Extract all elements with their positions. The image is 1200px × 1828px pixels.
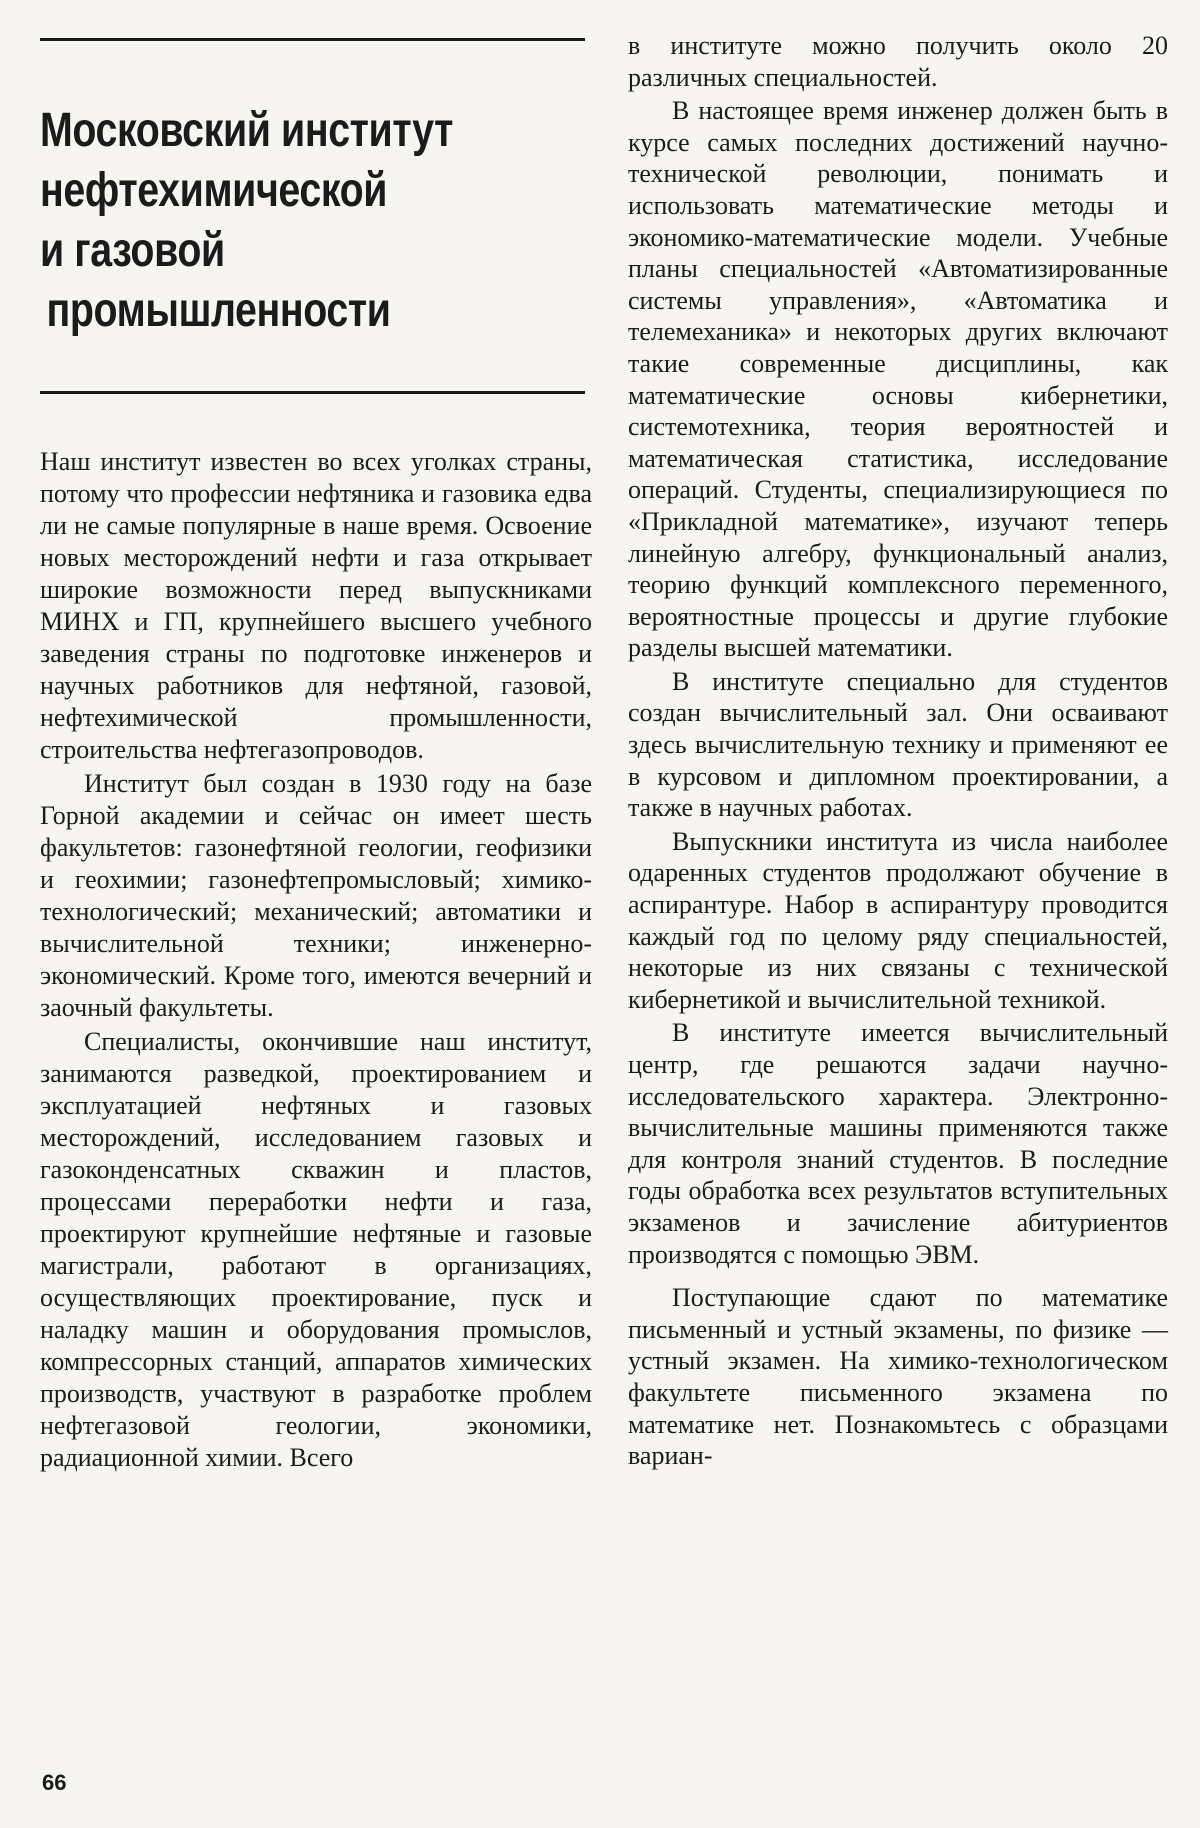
paragraph: в институте можно получить около 20 различных специальностей.: [628, 31, 1168, 92]
paragraph: Поступающие сдают по математике письменный и устный экзамены, по физике — устный экзамен. На химико-технологическом факультете письменного экзамена по математике нет. Познакомьтесь с образцами вариан-: [628, 1283, 1168, 1471]
paragraph: В настоящее время инженер должен быть в курсе самых последних достижений научно-технической революции, понимать и использовать математические методы и экономико-математические модели. Учебные планы специальностей «Автоматизированные системы управления», «Автоматика и телемеханика» и некоторых других включают такие современные дисциплины, как математические основы кибернетики, системотехника, теория вероятностей и математическая статистика, исследование операций. Студенты, специализирующиеся по «Прикладной математике», изучают теперь линейную алгебру, функциональный анализ, теорию функций комплексного переменного, вероятностные процессы и другие глубокие разделы высшей математики.: [628, 96, 1168, 663]
paragraph: Выпускники института из числа наиболее одаренных студентов продолжают обучение в аспирантуре. Набор в аспирантуру проводится каждый год по целому ряду специальностей, некоторые из них связаны с технической кибернетикой и вычислительной техникой.: [628, 826, 1168, 1014]
title-bottom-rule: [40, 391, 585, 394]
left-text: [40, 446, 592, 1474]
paragraph: В институте имеется вычислительный центр, где решаются задачи научно-исследовательского характера. Электронно-вычислительные машины применяются также для контроля знаний студентов. В последние годы обработка всех результатов вступительных экзаменов и зачисление абитуриентов производятся с помощью ЭВМ.: [628, 1018, 1168, 1269]
paragraph: Специалисты, окончившие наш институт, занимаются разведкой, проектированием и эксплуатацией нефтяных и газовых месторождений, исследованием газовых и газоконденсатных скважин и пластов, процессами переработки нефти и газа, проектируют крупнейшие нефтяные и газовые магистрали, работают в организациях, осуществляющих проектирование, пуск и наладку машин и оборудования промыслов, компрессорных станций, аппаратов химических производств, участвуют в разработке проблем нефтегазовой геологии, экономики, радиационной химии. Всего: [40, 1027, 592, 1472]
top-rule: [40, 38, 585, 41]
title-line: и газовой: [40, 224, 225, 277]
title-line: промышленности: [46, 284, 391, 337]
paragraph: Институт был создан в 1930 году на базе Горной академии и сейчас он имеет шесть факультетов: газонефтяной геологии, геофизики и геохимии; газонефтепромысловый; химико-технологический; механический; автоматики и вычислительной техники; инженерно-экономический. Кроме того, имеются вечерний и заочный факультеты.: [40, 769, 592, 1022]
page-number: 66: [42, 1770, 67, 1795]
title-line: нефтехимической: [40, 164, 388, 217]
title-line: Московский институт: [40, 104, 454, 157]
article-title: [40, 101, 565, 391]
left-column: [40, 38, 592, 1474]
paragraph: В институте специально для студентов создан вычислительный зал. Они осваивают здесь вычислительную технику и применяют ее в курсовом и дипломном проектировании, а также в научных работах.: [628, 666, 1168, 823]
right-column: [628, 30, 1168, 1472]
paragraph: Наш институт известен во всех уголках страны, потому что профессии нефтяника и газовика едва ли не самые популярные в наше время. Освоение новых месторождений нефти и газа открывает широкие возможности перед выпускниками МИНХ и ГП, крупнейшего высшего учебного заведения страны по подготовке инженеров и научных работников для нефтяной, газовой, нефтехимической промышленности, строительства нефтегазопроводов.: [40, 447, 592, 764]
